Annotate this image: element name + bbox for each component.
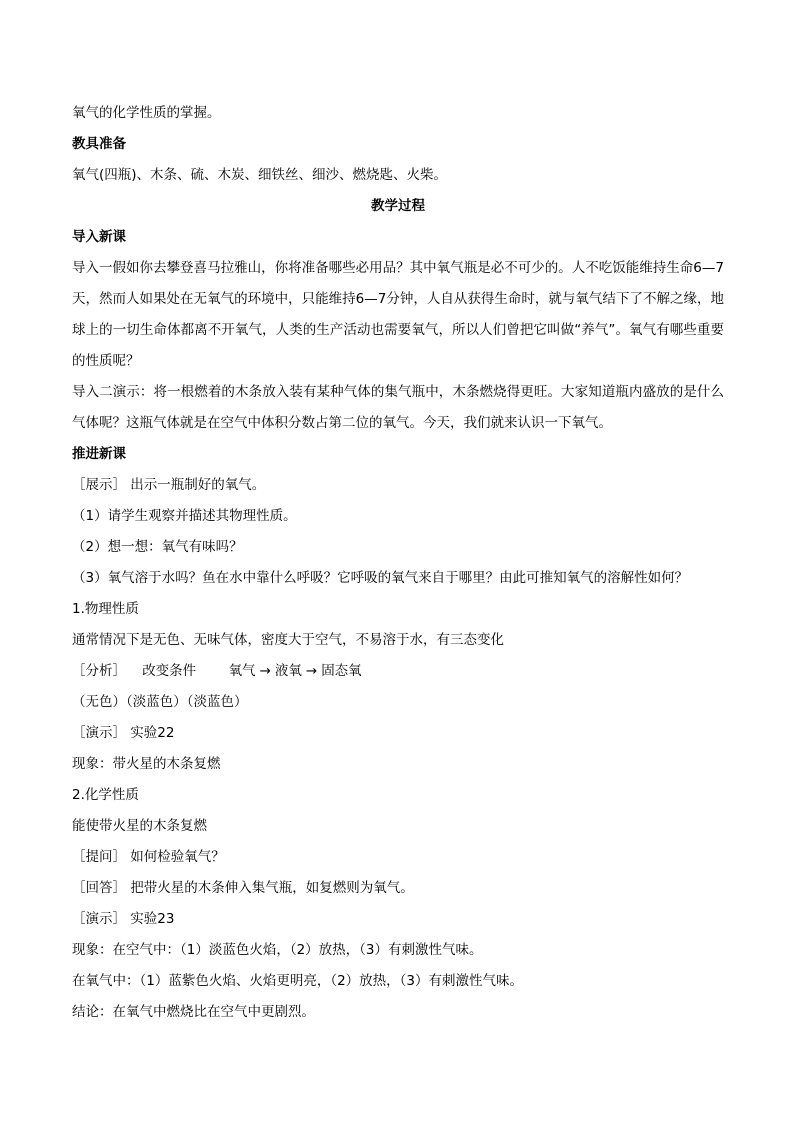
text-line: 能使带火星的木条复燃 — [72, 818, 207, 834]
text-line: ［演示］ 实验22 — [72, 725, 175, 741]
text-line: ［提问］ 如何检验氧气？ — [72, 849, 225, 865]
state-solid: 固态氧 — [321, 663, 362, 679]
analysis-line — [72, 656, 724, 687]
text-line: ［演示］ 实验23 — [72, 911, 175, 927]
question-1: （1）请学生观察并描述其物理性质。 — [72, 508, 297, 524]
state-oxygen: 氧气 — [228, 663, 256, 679]
text-line: 现象：在空气中：（1）淡蓝色火焰，（2）放热，（3）有刺激性气味。 — [72, 942, 483, 958]
text-line: ［展示］ 出示一瓶制好的氧气。 — [72, 477, 266, 493]
arrow-icon: → — [305, 663, 318, 679]
text-line: 现象：带火星的木条复燃 — [72, 756, 221, 772]
arrow-icon: → — [259, 663, 271, 679]
section-heading-intro: 导入新课 — [72, 229, 126, 245]
analysis-condition: 改变条件 — [142, 663, 197, 679]
subsection-chemical: 2.化学性质 — [72, 787, 139, 803]
question-3: （3）氧气溶于水吗？鱼在水中靠什么呼吸？它呼吸的氧气来自于哪里？由此可推知氧气的溶解性如何？ — [72, 570, 689, 586]
question-2: （2）想一想：氧气有味吗？ — [72, 539, 243, 555]
text-line: 在氧气中：（1）蓝紫色火焰、火焰更明亮，（2）放热，（3）有刺激性气味。 — [72, 973, 524, 989]
text-line: 氧气的化学性质的掌握。 — [72, 105, 221, 121]
document-page — [72, 98, 724, 1028]
analysis-tag: ［分析］ — [72, 663, 126, 679]
section-heading-tools: 教具准备 — [72, 136, 126, 152]
subsection-physical: 1.物理性质 — [72, 601, 139, 617]
text-line: （无色）（淡蓝色）（淡蓝色） — [72, 694, 248, 710]
text-line: 氧气(四瓶)、木条、硫、木炭、细铁丝、细沙、燃烧匙、火柴。 — [72, 167, 448, 183]
paragraph-intro-2: 导入二演示：将一根燃着的木条放入装有某种气体的集气瓶中，木条燃烧得更旺。大家知道瓶内盛放的是什么气体呢？这瓶气体就是在空气中体积分数占第二位的氧气。今天，我们就来认识一下氧气。 — [72, 384, 724, 431]
text-line: ［回答］ 把带火星的木条伸入集气瓶，如复燃则为氧气。 — [72, 880, 414, 896]
text-line: 结论：在氧气中燃烧比在空气中更剧烈。 — [72, 1004, 315, 1020]
paragraph-intro-1: 导入一假如你去攀登喜马拉雅山，你将准备哪些必用品？其中氧气瓶是必不可少的。人不吃饭能维持生命6—7天，然而人如果处在无氧气的环境中，只能维持6—7分钟，人自从获得生命时，就与氧气结下了不解之缘，地球上的一切生命体都离不开氧气，人类的生产活动也需要氧气，所以人们曾把它叫做“养气”。氧气有哪些重要的性质呢？ — [72, 260, 724, 369]
text-line: 通常情况下是无色、无味气体，密度大于空气，不易溶于水，有三态变化 — [72, 632, 504, 648]
section-heading-new: 推进新课 — [72, 446, 126, 462]
state-liquid: 液氧 — [274, 663, 302, 679]
section-title-process: 教学过程 — [371, 198, 425, 214]
